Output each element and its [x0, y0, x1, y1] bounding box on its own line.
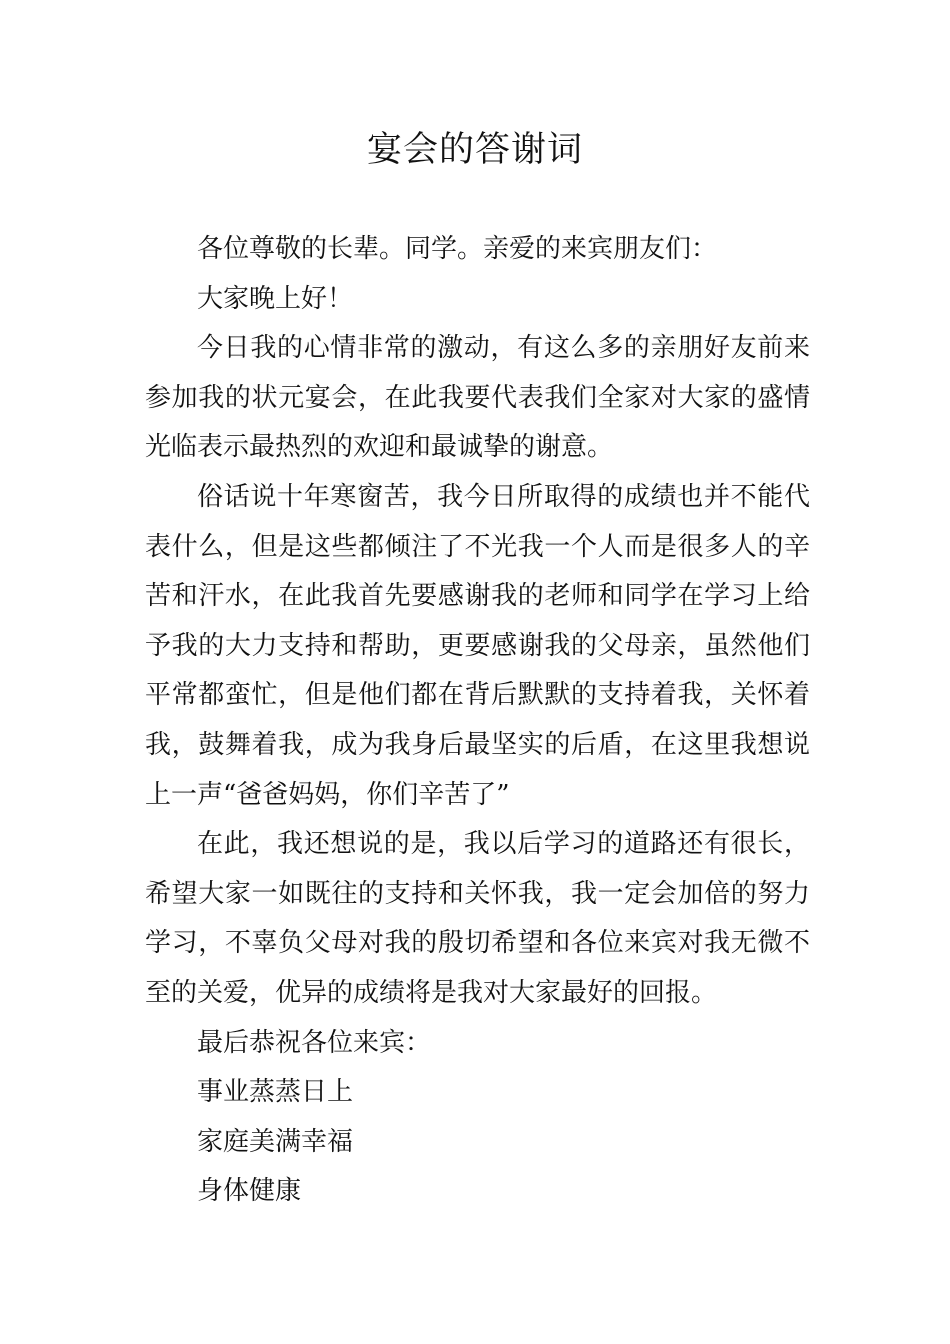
wish-line: 家庭美满幸福: [197, 1126, 354, 1157]
salutation-paragraph: 各位尊敬的长辈。同学。亲爱的来宾朋友们：: [197, 234, 718, 264]
closing-paragraph: 最后恭祝各位来宾：: [197, 1027, 432, 1058]
greeting-paragraph: 大家晚上好！: [197, 283, 354, 314]
wish-line: 身体健康: [197, 1176, 302, 1207]
wish-line: 事业蒸蒸日上: [197, 1077, 354, 1108]
document-body: [145, 225, 810, 1217]
body-paragraph: 在此，我还想说的是，我以后学习的道路还有很长，希望大家一如既往的支持和关怀我，我一定会加倍的努力学习，不辜负父母对我的殷切希望和各位来宾对我无微不至的关爱，优异的成绩将是我对大家最好的回报。: [145, 829, 810, 1008]
body-paragraph: 俗话说十年寒窗苦，我今日所取得的成绩也并不能代表什么，但是这些都倾注了不光我一个人而是很多人的辛苦和汗水，在此我首先要感谢我的老师和同学在学习上给予我的大力支持和帮助，更要感谢我的父母亲，虽然他们平常都蛮忙，但是他们都在背后默默的支持着我，关怀着我，鼓舞着我，成为我身后最坚实的后盾，在这里我想说上一声“爸爸妈妈，你们辛苦了”: [145, 481, 810, 810]
document-title: 宴会的答谢词: [366, 130, 583, 170]
body-paragraph: 今日我的心情非常的激动，有这么多的亲朋好友前来参加我的状元宴会，在此我要代表我们全家对大家的盛情光临表示最热烈的欢迎和最诚挚的谢意。: [145, 333, 810, 463]
